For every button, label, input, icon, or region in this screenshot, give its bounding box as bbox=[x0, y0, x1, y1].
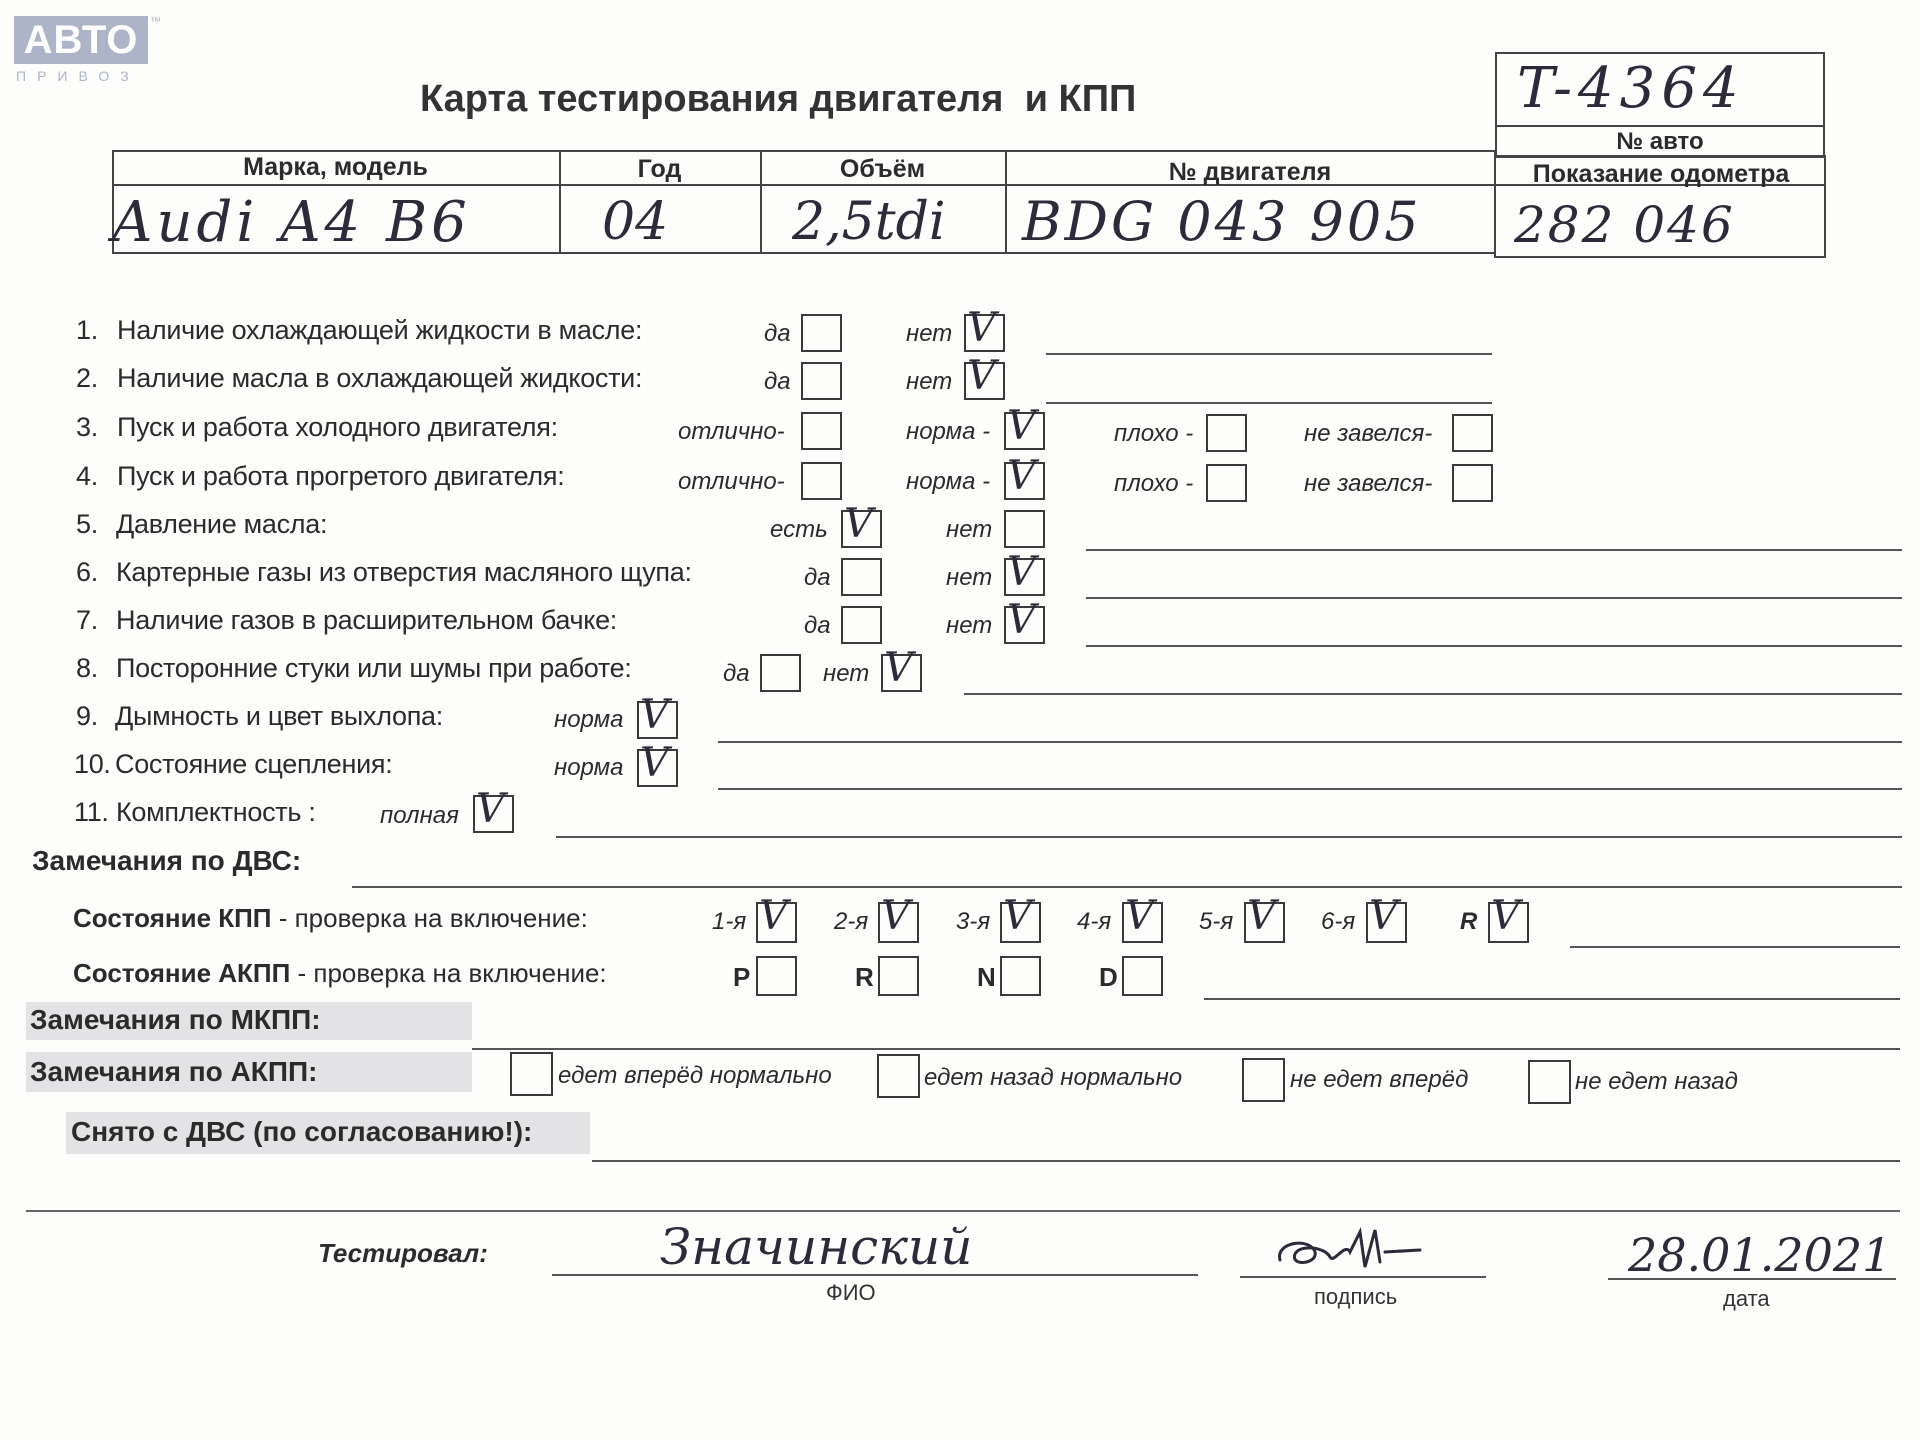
item-2-num: 2. bbox=[76, 363, 98, 393]
akpp-mode-d-checkbox[interactable] bbox=[1122, 956, 1163, 996]
check-mark: V bbox=[640, 740, 669, 786]
year-value: 04 bbox=[602, 192, 669, 252]
gear-r-checkbox[interactable] bbox=[1488, 893, 1529, 943]
item-3-num: 3. bbox=[76, 412, 98, 442]
akpp-no-back-checkbox[interactable] bbox=[1528, 1060, 1571, 1104]
model-value: Audi A4 B6 bbox=[112, 190, 471, 255]
page-title: Карта тестирования двигателя и КПП bbox=[420, 78, 1137, 120]
item-4-bad-checkbox[interactable] bbox=[1206, 464, 1247, 502]
item-6-note-line bbox=[1086, 597, 1902, 599]
remarks-dvs-label: Замечания по ДВС: bbox=[32, 845, 302, 876]
item-8-label: Посторонние стуки или шумы при работе: bbox=[116, 653, 632, 683]
check-mark: V bbox=[1491, 893, 1520, 939]
item-7-num: 7. bbox=[76, 605, 98, 635]
check-mark: V bbox=[884, 645, 913, 691]
item-1-label: Наличие охлаждающей жидкости в масле: bbox=[117, 315, 643, 345]
car-number-value: T-4364 bbox=[1517, 56, 1745, 121]
check-mark: V bbox=[1007, 549, 1036, 595]
item-6-no-checkbox[interactable] bbox=[1004, 549, 1045, 596]
item-10-normal-checkbox[interactable] bbox=[637, 740, 678, 787]
akpp-label bbox=[73, 958, 607, 989]
kpp-label-bold: Состояние КПП bbox=[73, 903, 272, 933]
gear-5-label: 5-я bbox=[1199, 908, 1234, 935]
gear-1-checkbox[interactable] bbox=[756, 893, 797, 943]
akpp-back-ok-label: едет назад нормально bbox=[924, 1064, 1183, 1091]
akpp-no-forward-label: не едет вперёд bbox=[1290, 1066, 1469, 1093]
item-9-num: 9. bbox=[76, 701, 98, 731]
item-6-num: 6. bbox=[76, 557, 98, 587]
header-col-odometer: Показание одометра bbox=[1532, 160, 1790, 188]
item-10-num: 10. bbox=[74, 749, 111, 779]
akpp-no-forward-checkbox[interactable] bbox=[1242, 1058, 1285, 1102]
item-8-num: 8. bbox=[76, 653, 98, 683]
check-mark: V bbox=[1007, 597, 1036, 643]
check-mark: V bbox=[844, 501, 873, 547]
fio-label: ФИО bbox=[826, 1280, 876, 1305]
akpp-no-back-label: не едет назад bbox=[1575, 1068, 1738, 1095]
item-4-label: Пуск и работа прогретого двигателя: bbox=[117, 461, 565, 491]
gear-3-checkbox[interactable] bbox=[1000, 893, 1041, 943]
akpp-label-bold: Состояние АКПП bbox=[73, 958, 291, 988]
item-5-opt-no: нет bbox=[946, 516, 993, 543]
item-3-opt-normal: норма - bbox=[906, 418, 991, 445]
logo-sub: ПРИВОЗ bbox=[16, 68, 140, 84]
check-mark: V bbox=[476, 786, 505, 832]
item-7-opt-no: нет bbox=[946, 612, 993, 639]
item-10-label: Состояние сцепления: bbox=[115, 749, 393, 779]
kpp-label bbox=[73, 903, 588, 934]
removed-label: Снято с ДВС (по согласованию!): bbox=[71, 1116, 533, 1147]
item-3-bad-checkbox[interactable] bbox=[1206, 414, 1247, 452]
akpp-mode-r-checkbox[interactable] bbox=[878, 956, 919, 996]
item-11-note-line bbox=[556, 836, 1902, 838]
gear-6-checkbox[interactable] bbox=[1366, 893, 1407, 943]
item-2-note-line bbox=[1046, 402, 1492, 404]
gear-3-label: 3-я bbox=[956, 908, 991, 935]
item-6-label: Картерные газы из отверстия масляного щупа: bbox=[116, 557, 692, 587]
check-mark: V bbox=[1369, 893, 1398, 939]
item-3-label: Пуск и работа холодного двигателя: bbox=[117, 412, 558, 442]
akpp-forward-ok-label: едет вперёд нормально bbox=[558, 1062, 832, 1089]
signature-line bbox=[1240, 1276, 1486, 1278]
item-9-note-line bbox=[718, 741, 1902, 743]
date-line bbox=[1608, 1278, 1896, 1280]
item-9-normal-checkbox[interactable] bbox=[637, 692, 678, 739]
car-number-label: № авто bbox=[1616, 128, 1704, 155]
item-5-no-checkbox[interactable] bbox=[1004, 510, 1045, 548]
akpp-mode-p-checkbox[interactable] bbox=[756, 956, 797, 996]
item-3-opt-bad: плохо - bbox=[1114, 420, 1194, 447]
item-11-num: 11. bbox=[74, 797, 109, 827]
kpp-label-rest: - проверка на включение: bbox=[271, 903, 588, 933]
check-mark: V bbox=[1247, 893, 1276, 939]
item-9-label: Дымность и цвет выхлопа: bbox=[115, 701, 443, 731]
item-11-label: Комплектность : bbox=[116, 797, 316, 827]
item-1-no-checkbox[interactable] bbox=[964, 305, 1005, 352]
logo-main: АВТО bbox=[14, 16, 148, 64]
akpp-mode-n-label: N bbox=[977, 962, 996, 992]
akpp-mode-p-label: P bbox=[733, 962, 751, 992]
header-col-engine: № двигателя bbox=[1168, 158, 1332, 186]
item-7-label: Наличие газов в расширительном бачке: bbox=[116, 605, 618, 635]
item-3-opt-excellent: отлично- bbox=[678, 418, 785, 445]
item-4-opt-excellent: отлично- bbox=[678, 468, 785, 495]
item-10-note-line bbox=[718, 788, 1902, 790]
item-4-normal-checkbox[interactable] bbox=[1004, 453, 1045, 500]
gear-6-label: 6-я bbox=[1321, 908, 1356, 935]
engine-number-value: BDG 043 905 bbox=[1022, 190, 1422, 253]
item-11-full-checkbox[interactable] bbox=[473, 786, 514, 833]
item-5-yes-checkbox[interactable] bbox=[841, 501, 882, 548]
car-number-box bbox=[1495, 52, 1825, 158]
item-3-normal-checkbox[interactable] bbox=[1004, 403, 1045, 450]
signature bbox=[1270, 1222, 1460, 1282]
tested-label: Тестировал: bbox=[318, 1238, 488, 1268]
item-1-num: 1. bbox=[76, 315, 98, 345]
item-4-opt-nostart: не завелся- bbox=[1304, 470, 1433, 497]
tester-name: Значинский bbox=[660, 1218, 973, 1276]
item-4-num: 4. bbox=[76, 461, 98, 491]
item-7-yes-checkbox[interactable] bbox=[841, 606, 882, 644]
remarks-akpp-label: Замечания по АКПП: bbox=[30, 1056, 318, 1087]
logo bbox=[14, 16, 161, 86]
akpp-note-line bbox=[1204, 998, 1900, 1000]
item-10-opt-normal: норма bbox=[554, 754, 624, 781]
item-3-excellent-checkbox[interactable] bbox=[801, 412, 842, 450]
item-7-no-checkbox[interactable] bbox=[1004, 597, 1045, 644]
gear-4-label: 4-я bbox=[1077, 908, 1112, 935]
volume-value: 2,5tdi bbox=[792, 192, 946, 252]
item-6-opt-no: нет bbox=[946, 564, 993, 591]
check-mark: V bbox=[1003, 893, 1032, 939]
tester-line bbox=[552, 1274, 1198, 1276]
odometer-value: 282 046 bbox=[1514, 196, 1735, 254]
check-mark: V bbox=[640, 692, 669, 738]
akpp-label-rest: - проверка на включение: bbox=[290, 958, 607, 988]
item-1-note-line bbox=[1046, 353, 1492, 355]
header-col-volume: Объём bbox=[839, 155, 926, 183]
header-col-model: Марка, модель bbox=[243, 153, 428, 181]
item-2-label: Наличие масла в охлаждающей жидкости: bbox=[117, 363, 643, 393]
akpp-mode-n-checkbox[interactable] bbox=[1000, 956, 1041, 996]
check-mark: V bbox=[967, 305, 996, 351]
item-8-opt-no: нет bbox=[823, 660, 870, 687]
item-4-opt-normal: норма - bbox=[906, 468, 991, 495]
item-2-yes-checkbox[interactable] bbox=[801, 362, 842, 400]
item-4-excellent-checkbox[interactable] bbox=[801, 462, 842, 500]
item-5-opt-yes: есть bbox=[770, 516, 828, 543]
remarks-mkpp-label: Замечания по МКПП: bbox=[30, 1004, 321, 1035]
item-8-opt-yes: да bbox=[723, 660, 750, 687]
item-2-no-checkbox[interactable] bbox=[964, 353, 1005, 400]
gear-1-label: 1-я bbox=[712, 908, 747, 935]
item-7-note-line bbox=[1086, 645, 1902, 647]
gear-2-label: 2-я bbox=[834, 908, 869, 935]
item-1-yes-checkbox[interactable] bbox=[801, 314, 842, 352]
item-4-nostart-checkbox[interactable] bbox=[1452, 464, 1493, 502]
item-2-opt-no: нет bbox=[906, 368, 953, 395]
item-2-opt-yes: да bbox=[764, 368, 791, 395]
item-11-opt-full: полная bbox=[380, 802, 459, 829]
footer-separator bbox=[26, 1210, 1900, 1212]
item-4-opt-bad: плохо - bbox=[1114, 470, 1194, 497]
kpp-note-line bbox=[1570, 946, 1900, 948]
check-mark: V bbox=[759, 893, 788, 939]
item-5-note-line bbox=[1086, 549, 1902, 551]
item-1-opt-yes: да bbox=[764, 320, 791, 347]
check-mark: V bbox=[881, 893, 910, 939]
item-7-opt-yes: да bbox=[804, 612, 831, 639]
akpp-mode-d-label: D bbox=[1099, 962, 1118, 992]
item-5-num: 5. bbox=[76, 509, 98, 539]
akpp-forward-ok-checkbox[interactable] bbox=[510, 1052, 553, 1096]
header-table bbox=[112, 150, 1826, 258]
akpp-mode-r-label: R bbox=[855, 962, 874, 992]
check-mark: V bbox=[1007, 403, 1036, 449]
check-mark: V bbox=[1007, 453, 1036, 499]
item-8-yes-checkbox[interactable] bbox=[760, 654, 801, 692]
remarks-mkpp-line[interactable] bbox=[472, 1048, 1900, 1050]
date-label: дата bbox=[1723, 1286, 1770, 1311]
item-9-opt-normal: норма bbox=[554, 706, 624, 733]
logo-tm: ™ bbox=[150, 16, 161, 28]
gear-5-checkbox[interactable] bbox=[1244, 893, 1285, 943]
gear-2-checkbox[interactable] bbox=[878, 893, 919, 943]
item-6-yes-checkbox[interactable] bbox=[841, 558, 882, 596]
removed-line[interactable] bbox=[592, 1160, 1900, 1162]
gear-4-checkbox[interactable] bbox=[1122, 893, 1163, 943]
remarks-dvs-line[interactable] bbox=[352, 886, 1902, 888]
signature-label: подпись bbox=[1314, 1284, 1398, 1309]
gear-r-label: R bbox=[1460, 908, 1478, 935]
item-6-opt-yes: да bbox=[804, 564, 831, 591]
item-5-label: Давление масла: bbox=[116, 509, 328, 539]
item-1-opt-no: нет bbox=[906, 320, 953, 347]
akpp-back-ok-checkbox[interactable] bbox=[877, 1054, 920, 1098]
item-3-opt-nostart: не завелся- bbox=[1304, 420, 1433, 447]
item-8-note-line bbox=[964, 693, 1902, 695]
date-value: 28.01.2021 bbox=[1628, 1228, 1892, 1282]
check-mark: V bbox=[967, 353, 996, 399]
check-mark: V bbox=[1125, 893, 1154, 939]
item-8-no-checkbox[interactable] bbox=[881, 645, 922, 692]
item-3-nostart-checkbox[interactable] bbox=[1452, 414, 1493, 452]
header-col-year: Год bbox=[637, 155, 682, 183]
